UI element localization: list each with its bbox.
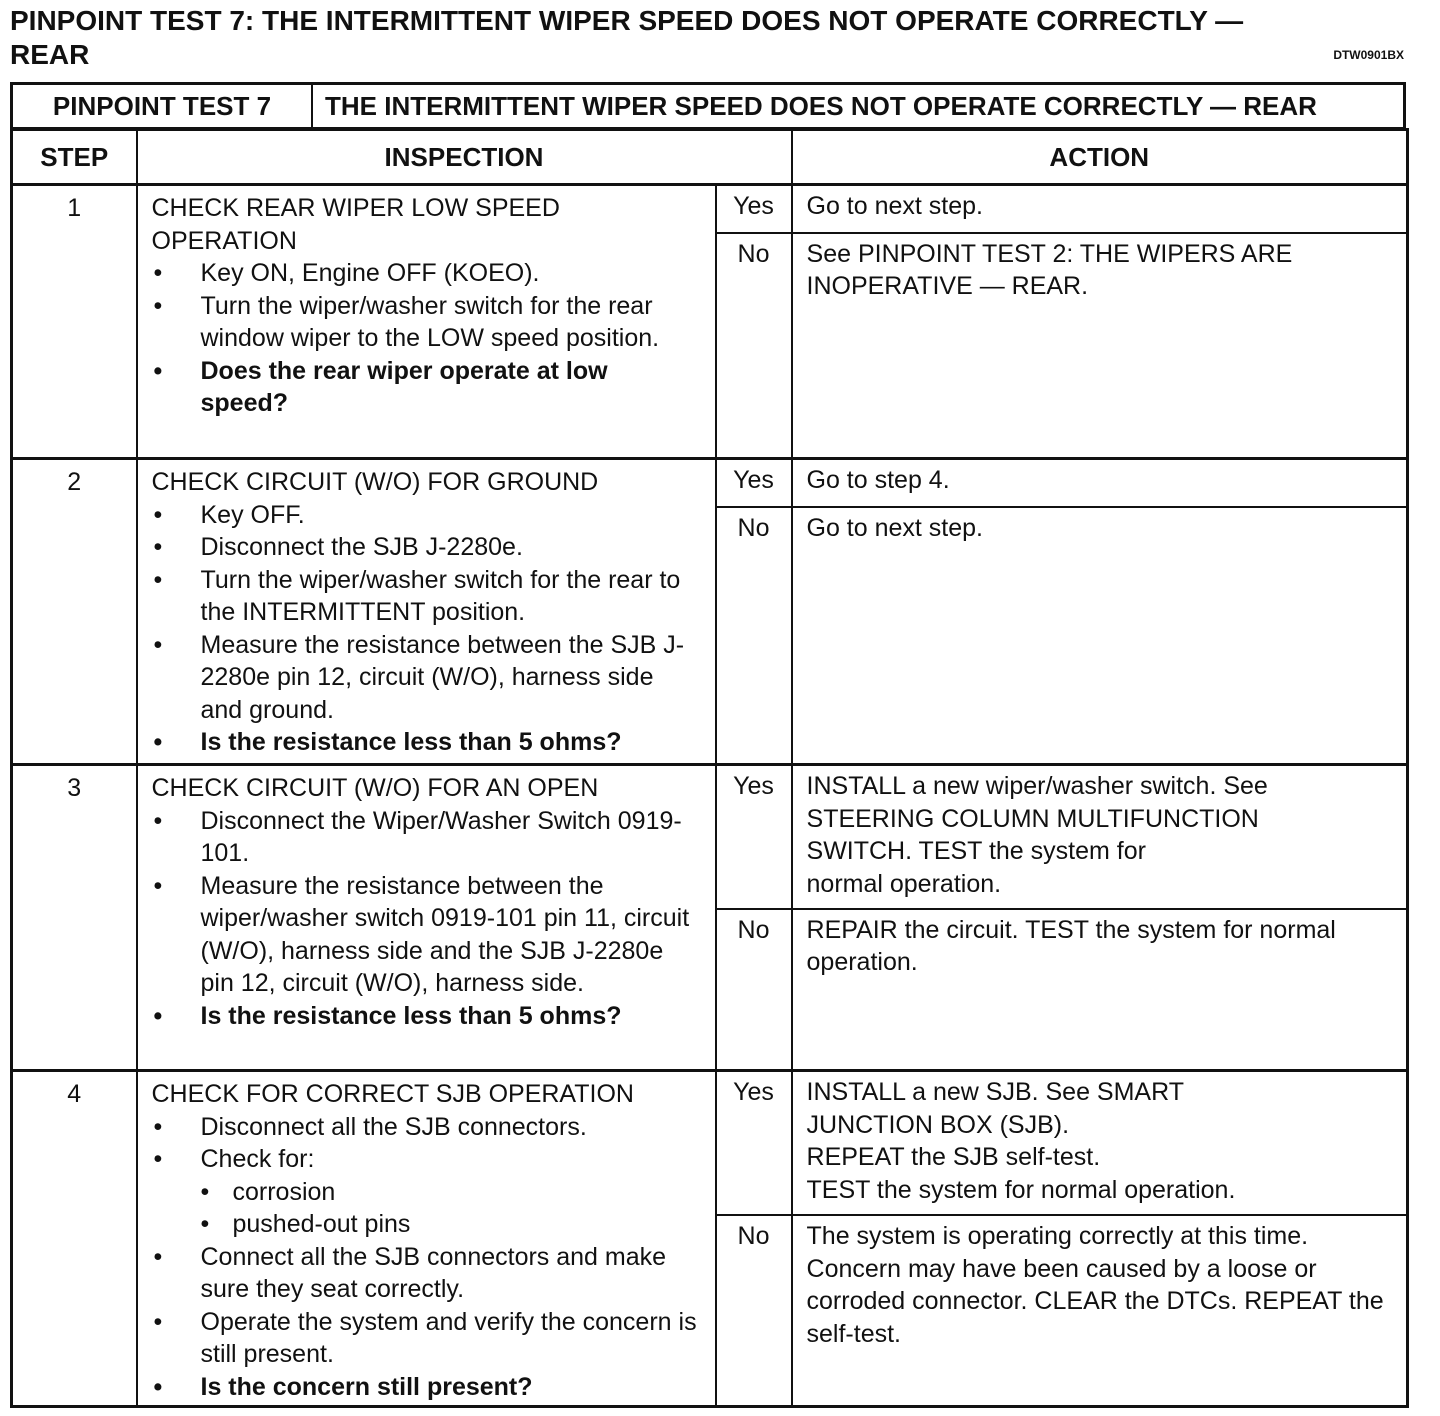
step-3-question: • Is the resistance less than 5 ohms? [152, 1000, 701, 1033]
step-4-sub-bullet-2: • pushed-out pins [201, 1208, 701, 1241]
step-2-bullet-1: • Key OFF. [152, 499, 701, 532]
title-line-2: REAR [10, 39, 90, 70]
step-1-yes-action: Go to next step. [792, 185, 1408, 233]
column-header-step: STEP [12, 130, 137, 185]
step-4-heading: CHECK FOR CORRECT SJB OPERATION [151, 1080, 634, 1108]
step-3-number: 3 [12, 765, 137, 1071]
step-4-bullet-4: • Operate the system and verify the concern is still present. [152, 1306, 701, 1371]
step-3-bullet-2: • Measure the resistance between the wiper/washer switch 0919-101 pin 11, circuit (W/O), harness side and the SJB J-2280e pin 12, circuit (W/O), harness side. [152, 870, 701, 1000]
step-2-yes-label: Yes [716, 459, 792, 507]
step-1-bullet-1: • Key ON, Engine OFF (KOEO). [152, 257, 701, 290]
step-1-number: 1 [12, 185, 137, 459]
step-1-question: • Does the rear wiper operate at low speed? [152, 355, 701, 420]
step-2-question: • Is the resistance less than 5 ohms? [152, 726, 701, 759]
test-label: PINPOINT TEST 7 [13, 85, 313, 127]
step-1-no-action: See PINPOINT TEST 2: THE WIPERS ARE INOPERATIVE — REAR. [792, 233, 1408, 459]
step-3-bullet-1: • Disconnect the Wiper/Washer Switch 0919-101. [152, 805, 701, 870]
step-4-question: • Is the concern still present? [152, 1371, 701, 1404]
step-1-no-label: No [716, 233, 792, 459]
step-3-yes-row [12, 765, 1408, 909]
step-3-yes-action-line-4: normal operation. [806, 869, 1002, 898]
test-description: THE INTERMITTENT WIPER SPEED DOES NOT OPERATE CORRECTLY — REAR [325, 90, 1317, 121]
step-2-bullet-4: • Measure the resistance between the SJB J-2280e pin 12, circuit (W/O), harness side and ground. [152, 629, 701, 727]
step-4-yes-action-line-1: INSTALL a new SJB. See SMART [806, 1078, 1184, 1106]
step-3-yes-label: Yes [716, 765, 792, 909]
step-4-yes-action [792, 1071, 1408, 1216]
step-2-yes-action: Go to step 4. [792, 459, 1408, 507]
step-3-yes-action-line-3: SWITCH. TEST the system for [806, 837, 1146, 865]
column-header-action: ACTION [792, 130, 1408, 185]
step-2-no-action: Go to next step. [792, 507, 1408, 765]
step-4-no-label: No [716, 1215, 792, 1406]
step-1-inspection [137, 185, 716, 459]
step-3-no-label: No [716, 909, 792, 1071]
step-4-bullet-1: • Disconnect all the SJB connectors. [152, 1111, 701, 1144]
step-4-bullet-3: • Connect all the SJB connectors and make sure they seat correctly. [152, 1241, 701, 1306]
step-3-yes-action [792, 765, 1408, 909]
step-4-yes-action-line-3: REPEAT the SJB self-test. [806, 1143, 1101, 1171]
step-2-number: 2 [12, 459, 137, 765]
step-2-bullets [152, 499, 701, 759]
step-1-bullet-2: • Turn the wiper/washer switch for the rear window wiper to the LOW speed position. [152, 290, 701, 355]
step-4-yes-label: Yes [716, 1071, 792, 1216]
step-4-number: 4 [12, 1071, 137, 1407]
step-4-sub-bullets [201, 1176, 701, 1241]
step-1-heading: CHECK REAR WIPER LOW SPEED OPERATION [151, 194, 560, 255]
step-3-bullets [152, 805, 701, 1033]
step-3-yes-action-line-2: STEERING COLUMN MULTIFUNCTION [806, 804, 1259, 833]
step-3-inspection [137, 765, 716, 1071]
step-4-bullet-2 [152, 1143, 701, 1241]
step-2-no-label: No [716, 507, 792, 765]
step-2-yes-row [12, 459, 1408, 507]
step-4-sub-bullet-1: • corrosion [201, 1176, 701, 1209]
step-4-yes-action-line-4: TEST the system for normal operation. [806, 1175, 1236, 1204]
step-3-heading: CHECK CIRCUIT (W/O) FOR AN OPEN [151, 774, 599, 802]
steps-table [10, 128, 1409, 1408]
step-1-bullets [152, 257, 701, 420]
column-header-inspection: INSPECTION [137, 130, 792, 185]
document-title [10, 4, 1410, 72]
step-1-yes-label: Yes [716, 185, 792, 233]
step-4-inspection [137, 1071, 716, 1407]
title-line-1: PINPOINT TEST 7: THE INTERMITTENT WIPER SPEED DOES NOT OPERATE CORRECTLY — [10, 5, 1244, 36]
step-2-bullet-3: • Turn the wiper/washer switch for the rear to the INTERMITTENT position. [152, 564, 701, 629]
step-4-bullets [152, 1111, 701, 1404]
document-code: DTW0901BX [1333, 48, 1404, 62]
test-header [10, 82, 1406, 130]
step-3-yes-action-line-1: INSTALL a new wiper/washer switch. See [806, 772, 1268, 800]
step-1-yes-row [12, 185, 1408, 233]
step-4-yes-action-line-2: JUNCTION BOX (SJB). [806, 1110, 1070, 1139]
step-2-bullet-2: • Disconnect the SJB J-2280e. [152, 531, 701, 564]
step-4-yes-row [12, 1071, 1408, 1216]
step-2-heading: CHECK CIRCUIT (W/O) FOR GROUND [151, 468, 599, 496]
step-4-no-action: The system is operating correctly at this time. Concern may have been caused by a loose or corroded connector. CLEAR the DTCs. REPEAT the self-test. [792, 1215, 1408, 1406]
column-header-row [12, 130, 1408, 185]
step-3-no-action: REPAIR the circuit. TEST the system for normal operation. [792, 909, 1408, 1071]
step-4-bullet-2-text: Check for: [200, 1145, 315, 1173]
step-2-inspection [137, 459, 716, 765]
